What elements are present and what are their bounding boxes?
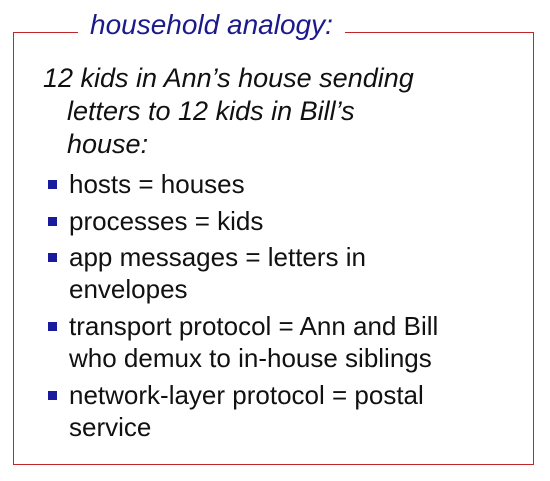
intro-line: 12 kids in Ann’s house sending: [43, 63, 414, 93]
bullet-item-transport-protocol: [48, 310, 518, 374]
box-title: household analogy:: [78, 8, 345, 42]
square-bullet-icon: [48, 180, 57, 189]
bullet-line: transport protocol = Ann and Bill: [69, 311, 439, 341]
bullet-item-processes: [48, 205, 518, 237]
square-bullet-icon: [48, 322, 57, 331]
intro-text: [43, 62, 513, 161]
bullet-line: who demux to in-house siblings: [69, 343, 432, 373]
bullet-line: service: [69, 412, 152, 442]
bullet-line: network-layer protocol = postal: [69, 380, 424, 410]
bullet-line: app messages = letters in: [69, 242, 366, 272]
bullet-item-network-layer-protocol: [48, 379, 518, 443]
square-bullet-icon: [48, 217, 57, 226]
bullet-line: hosts = houses: [69, 169, 245, 199]
bullet-list: [48, 168, 518, 448]
bullet-line: processes = kids: [69, 206, 264, 236]
bullet-line: envelopes: [69, 274, 188, 304]
square-bullet-icon: [48, 391, 57, 400]
intro-line: house:: [67, 129, 149, 159]
intro-line: letters to 12 kids in Bill’s: [67, 96, 355, 126]
bullet-item-app-messages: [48, 241, 518, 305]
square-bullet-icon: [48, 253, 57, 262]
bullet-item-hosts: [48, 168, 518, 200]
